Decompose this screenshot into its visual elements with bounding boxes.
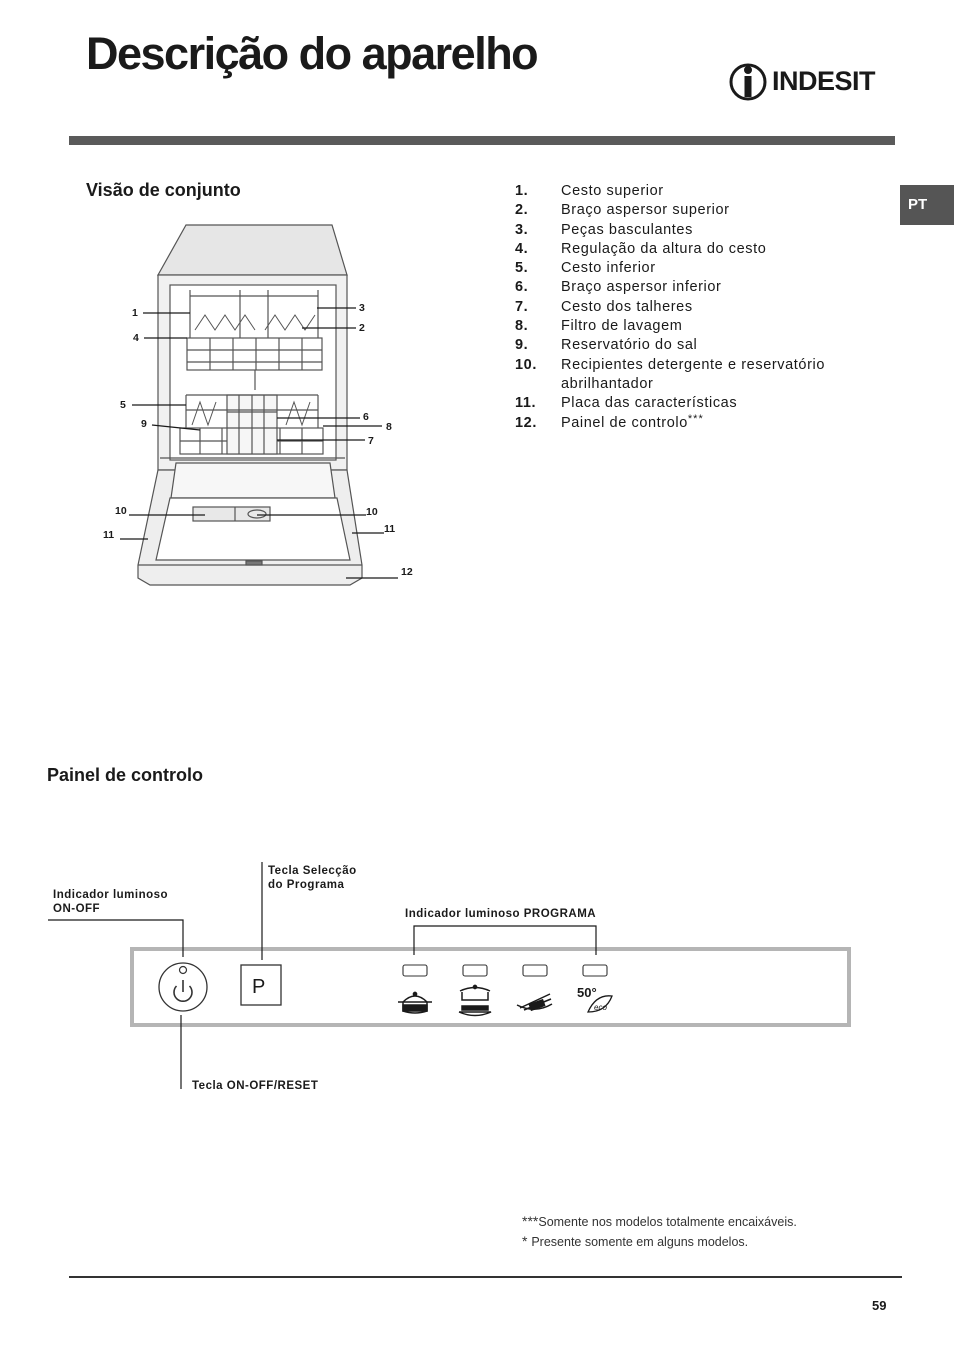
parts-list-item [515,221,855,240]
label-line: do Programa [268,879,345,891]
callout-10-right: 10 [366,506,378,518]
part-number: 12. [515,414,537,431]
language-tab: PT [900,185,954,225]
part-label: Cesto dos talheres [561,298,693,315]
parts-list-item [515,298,855,317]
footnote-mark: * [522,1233,532,1249]
footer-divider [69,1276,902,1278]
callout-10-left: 10 [115,505,127,517]
part-number: 1. [515,183,529,199]
brand-logo [728,60,884,106]
program-key-label [268,864,357,892]
part-number: 2. [515,202,529,219]
part-number: 6. [515,279,529,296]
parts-list-item [515,240,855,259]
parts-list-item [515,259,855,278]
part-footnote-mark: *** [687,412,704,425]
label-line: Tecla Selecção [268,865,357,877]
label-line: Indicador luminoso [53,889,169,901]
part-number: 10. [515,356,537,373]
part-label: Peças basculantes [561,221,693,238]
part-number: 4. [515,240,529,257]
header-divider [69,136,895,145]
callout-7: 7 [368,435,374,447]
callout-9: 9 [141,418,147,430]
parts-list-item [515,336,855,355]
callout-11-left: 11 [103,529,115,541]
footnote-mark: *** [522,1213,539,1229]
program-light-3 [523,965,547,976]
parts-list-item [515,414,855,433]
program-light-2 [463,965,487,976]
callout-11-right: 11 [384,523,396,535]
parts-list-item [515,356,855,395]
callout-8: 8 [386,421,392,433]
footnotes [522,1212,797,1252]
program-light-4 [583,965,607,976]
onoff-indicator-label [53,888,168,916]
part-label: Cesto superior [561,183,664,199]
onoff-reset-button[interactable] [159,963,207,1011]
part-label: Recipientes detergente e reservatório abrilhantador [561,356,826,392]
part-number: 8. [515,318,529,335]
callout-3: 3 [359,302,365,314]
parts-list [515,182,855,433]
callout-4: 4 [133,332,139,344]
part-label: Reservatório do sal [561,337,698,354]
control-panel-heading: Painel de controlo [47,765,204,785]
program-select-button[interactable] [241,965,281,1005]
onoff-reset-label: Tecla ON-OFF/RESET [192,1080,319,1092]
brand-name: INDESIT [772,66,876,96]
footnote-text: Presente somente em alguns modelos. [531,1235,749,1249]
program-light-1 [403,965,427,976]
part-label: Cesto inferior [561,260,656,277]
part-label: Braço aspersor superior [561,202,730,219]
overview-heading: Visão de conjunto [86,180,241,200]
eco-text: eco [594,1003,607,1012]
program-indicator-label: Indicador luminoso PROGRAMA [405,908,597,920]
callout-1: 1 [132,307,138,319]
part-label: Placa das características [561,395,738,412]
parts-list-item [515,201,855,220]
eco-temperature: 50° [577,985,597,1000]
parts-list-item [515,394,855,413]
part-number: 3. [515,221,529,238]
part-number: 11. [515,395,537,412]
page-title: Descrição do aparelho [86,28,538,79]
parts-list-item [515,317,855,336]
part-label: Braço aspersor inferior [561,279,722,296]
footnote-text: Somente nos modelos totalmente encaixáveis. [538,1215,797,1229]
indesit-logo-icon [728,60,768,106]
parts-list-item [515,182,855,201]
callout-6: 6 [363,411,369,423]
callout-5: 5 [120,399,126,411]
part-label: Painel de controlo [561,414,688,431]
part-number: 7. [515,298,529,315]
onoff-indicator-light [180,967,187,974]
part-label: Filtro de lavagem [561,318,683,335]
footnote [522,1232,797,1252]
control-panel [48,862,849,1089]
callout-12: 12 [401,566,413,578]
program-key-glyph: P [252,976,266,998]
parts-list-item [515,278,855,297]
footnote [522,1212,797,1232]
callout-2: 2 [359,322,365,334]
part-number: 9. [515,337,529,354]
page-number: 59 [872,1298,887,1313]
label-line: ON-OFF [53,903,101,915]
part-label: Regulação da altura do cesto [561,240,767,257]
part-number: 5. [515,260,529,277]
